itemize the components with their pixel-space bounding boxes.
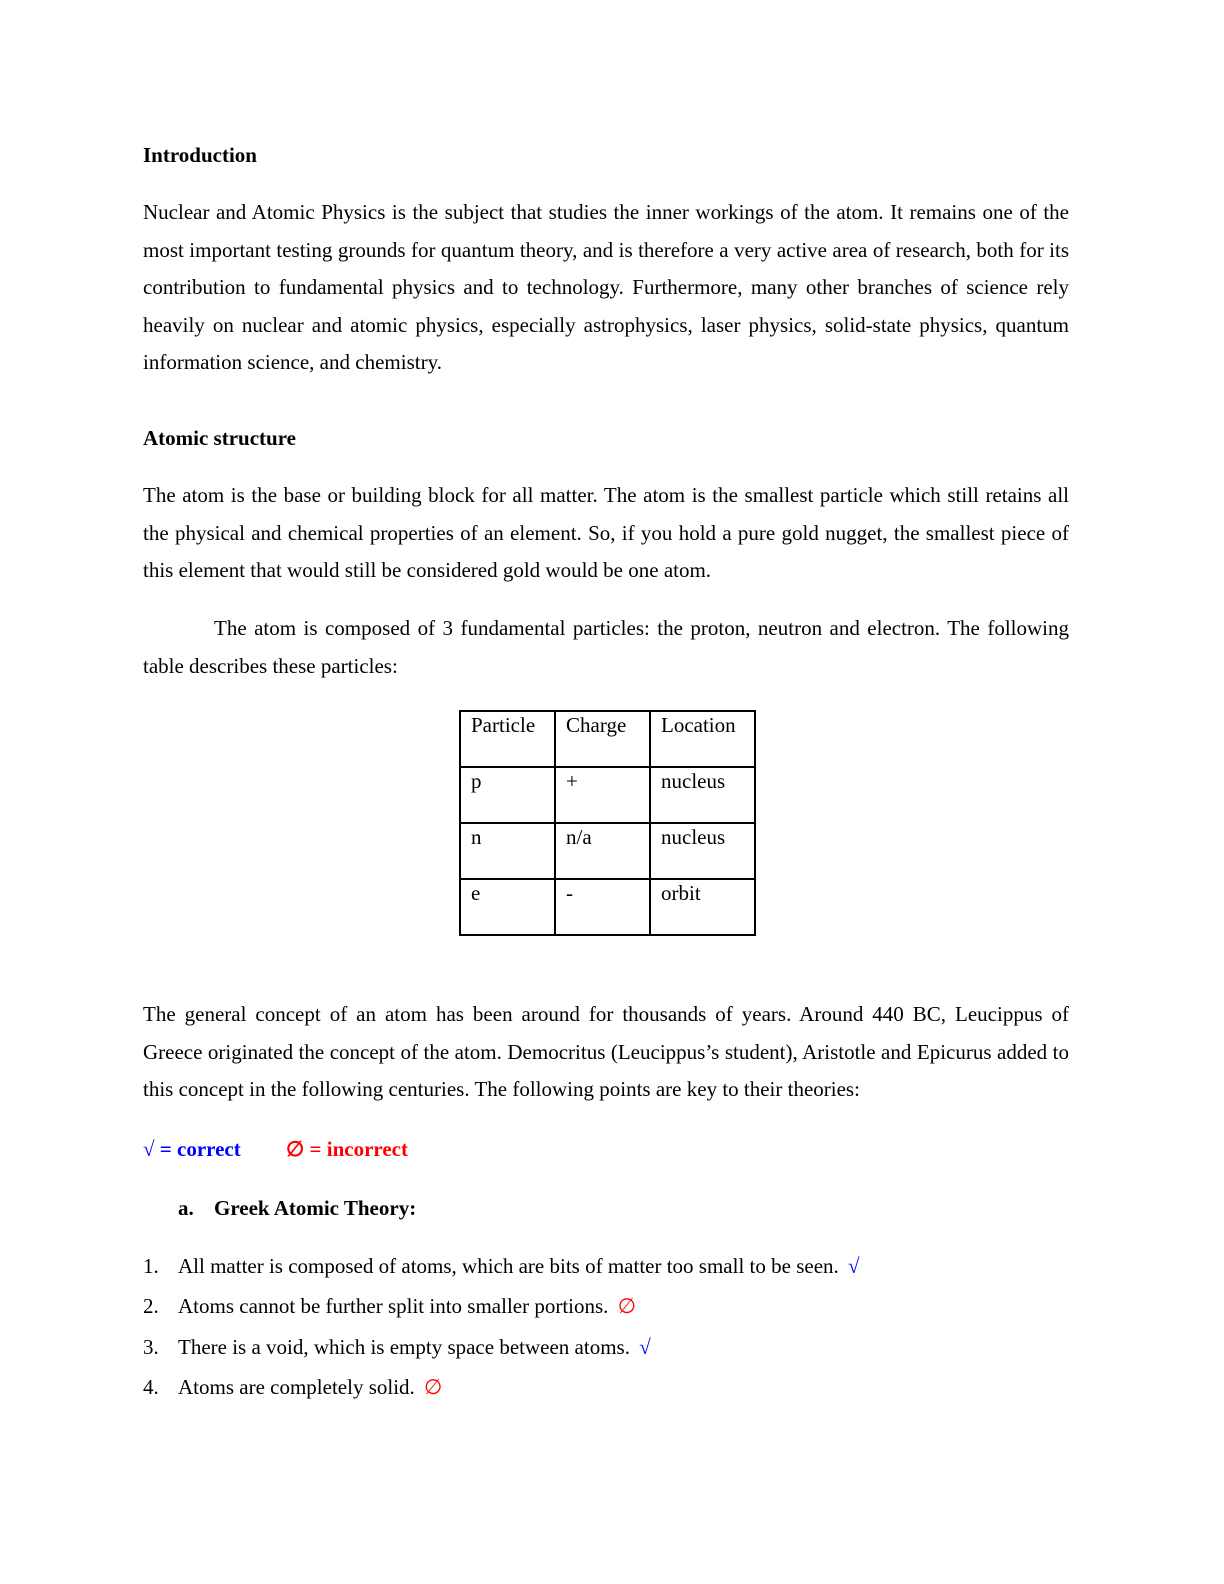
legend-correct: √ = correct xyxy=(143,1137,241,1161)
table-cell: n xyxy=(460,823,555,879)
list-item-number: 4. xyxy=(143,1374,159,1399)
list-item xyxy=(143,1293,860,1333)
list-item xyxy=(143,1253,860,1293)
legend-incorrect: ∅ = incorrect xyxy=(285,1137,408,1161)
mark-legend xyxy=(143,1136,408,1162)
subheading-title: Greek Atomic Theory: xyxy=(214,1196,417,1220)
particle-table xyxy=(459,710,756,936)
table-header-cell: Location xyxy=(650,711,755,767)
table-header-row xyxy=(460,711,755,767)
empty-set-icon: ∅ xyxy=(424,1374,443,1399)
table-cell: e xyxy=(460,879,555,935)
heading-atomic-structure: Atomic structure xyxy=(143,426,296,450)
list-item-text: All matter is composed of atoms, which are bits of matter too small to be seen. xyxy=(178,1254,839,1278)
subheading-letter: a. xyxy=(178,1196,194,1220)
table-header-cell: Charge xyxy=(555,711,650,767)
table-cell: + xyxy=(555,767,650,823)
paragraph-atom-history: The general concept of an atom has been around for thousands of years. Around 440 BC, Leucippus of Greece originated the concept of the atom. Democritus (Leucippus’s student), Aristotle and Epicurus added to this concept in the following centuries. The following points are key to their theories: xyxy=(143,1002,1069,1101)
check-mark-icon: √ xyxy=(848,1254,860,1278)
table-header-cell: Particle xyxy=(460,711,555,767)
table-row xyxy=(460,767,755,823)
table-cell: nucleus xyxy=(650,823,755,879)
subheading-greek-atomic-theory xyxy=(178,1195,416,1221)
list-item xyxy=(143,1334,860,1374)
list-item-text: There is a void, which is empty space between atoms. xyxy=(178,1334,630,1359)
table-cell: - xyxy=(555,879,650,935)
heading-introduction: Introduction xyxy=(143,143,257,167)
table-row xyxy=(460,879,755,935)
table-cell: nucleus xyxy=(650,767,755,823)
paragraph-atom-definition: The atom is the base or building block for all matter. The atom is the smallest particle which still retains all the physical and chemical properties of an element. So, if you hold a pure gold nugget, the smallest piece of this element that would still be considered gold would be one atom. xyxy=(143,483,1069,582)
list-item-number: 2. xyxy=(143,1294,159,1319)
check-mark-icon: √ xyxy=(639,1334,651,1359)
table-row xyxy=(460,823,755,879)
list-item xyxy=(143,1374,860,1414)
list-item-text: Atoms are completely solid. xyxy=(178,1374,415,1399)
list-item-text: Atoms cannot be further split into smaller portions. xyxy=(178,1294,609,1319)
list-item-number: 3. xyxy=(143,1334,159,1359)
table-cell: p xyxy=(460,767,555,823)
greek-theory-list xyxy=(143,1253,860,1414)
paragraph-fundamental-particles: The atom is composed of 3 fundamental particles: the proton, neutron and electron. The following table describes these particles: xyxy=(143,616,1069,678)
table-cell: orbit xyxy=(650,879,755,935)
table-cell: n/a xyxy=(555,823,650,879)
paragraph-introduction: Nuclear and Atomic Physics is the subject that studies the inner workings of the atom. It remains one of the most important testing grounds for quantum theory, and is therefore a very active area of research, both for its contribution to fundamental physics and to technology. Furthermore, many other branches of science rely heavily on nuclear and atomic physics, especially astrophysics, laser physics, solid-state physics, quantum information science, and chemistry. xyxy=(143,200,1069,374)
empty-set-icon: ∅ xyxy=(617,1294,636,1319)
list-item-number: 1. xyxy=(143,1254,159,1278)
